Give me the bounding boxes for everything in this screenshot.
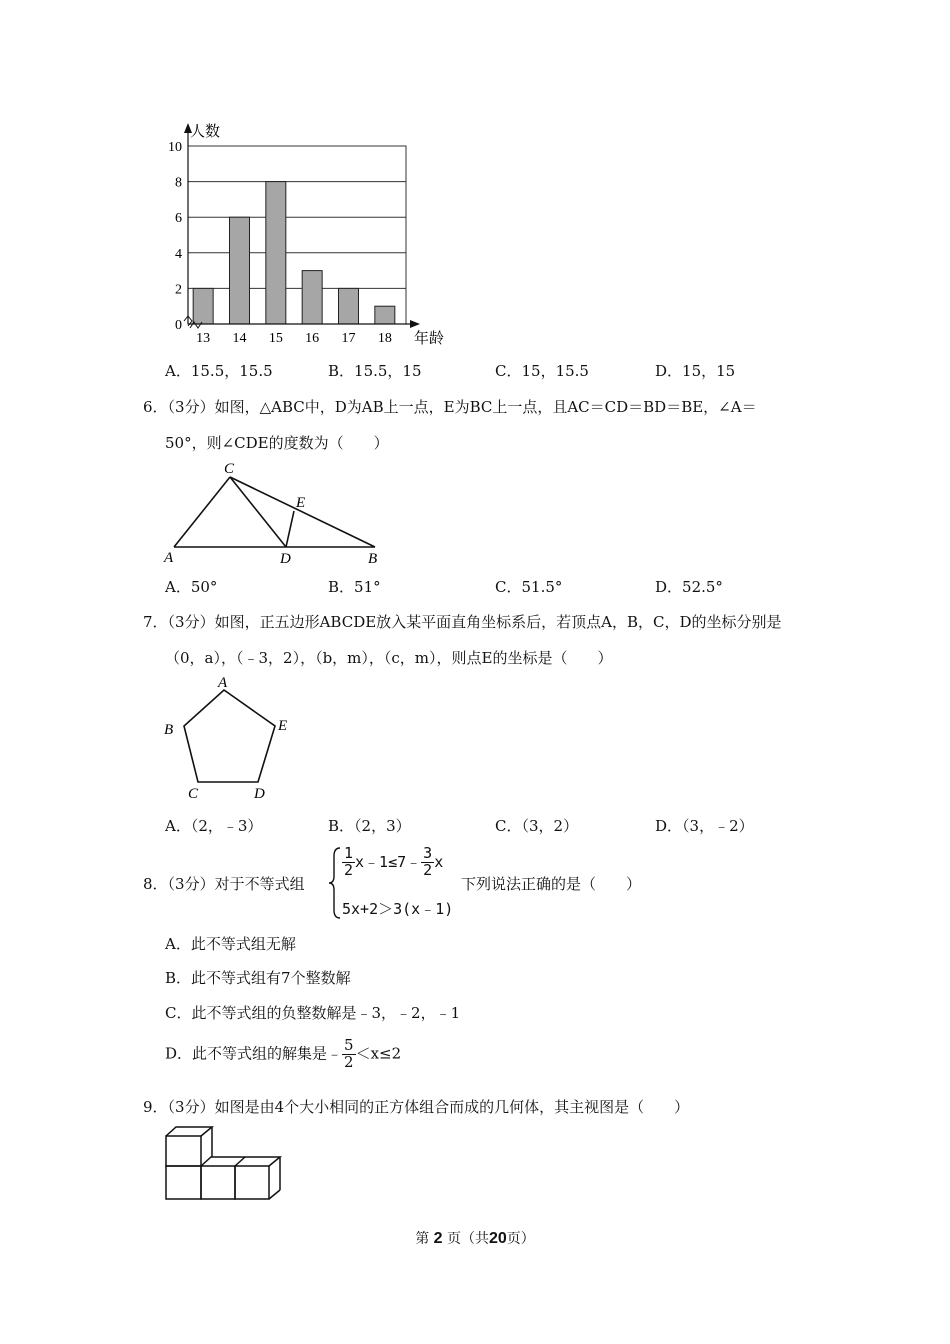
bar-16 [302, 271, 322, 324]
label-a: A [164, 550, 174, 566]
y-tick-label: 8 [175, 175, 182, 191]
inequality-1-end: x [434, 852, 444, 871]
cube-front-top [166, 1136, 201, 1166]
q6-option-d[interactable]: D．52.5° [655, 578, 723, 596]
brace-icon [328, 846, 342, 920]
q7-option-a[interactable]: A．（2，﹣3） [165, 817, 263, 835]
label-d: D [254, 786, 265, 802]
label-c: C [224, 461, 235, 477]
x-axis-arrow-icon [410, 320, 420, 328]
q8-option-c[interactable]: C．此不等式组的负整数解是﹣3，﹣2，﹣1 [165, 1004, 461, 1022]
q6-option-a[interactable]: A．50° [165, 578, 218, 596]
y-tick-label: 4 [175, 246, 182, 262]
bar-18 [375, 306, 395, 324]
bar-15 [266, 182, 286, 324]
q6-option-b[interactable]: B．51° [328, 578, 381, 596]
frac-num: 5 [344, 1036, 354, 1054]
cube-front-1 [166, 1166, 201, 1199]
pentagon-abcde [184, 690, 275, 782]
q8-option-d-suffix: ＜x≤2 [355, 1044, 402, 1063]
q8-option-d[interactable] [165, 1038, 401, 1071]
frac-num: 3 [423, 844, 433, 862]
x-tick-label: 13 [196, 331, 211, 346]
q8-option-a[interactable]: A．此不等式组无解 [165, 935, 296, 953]
label-a: A [218, 675, 228, 691]
page-number: 2 [433, 1230, 443, 1247]
cube-front-2 [201, 1166, 235, 1199]
q5-option-c[interactable]: C．15，15.5 [495, 362, 589, 380]
y-tick-label: 2 [175, 282, 182, 298]
cubes-figure [160, 1122, 290, 1204]
y-tick-label: 10 [168, 140, 182, 155]
q8-stem-suffix: 下列说法正确的是（ ） [461, 875, 642, 893]
label-d: D [280, 551, 291, 567]
plot-frame [188, 146, 406, 324]
q6-stem-line2: 50°，则∠CDE的度数为（ ） [165, 434, 389, 452]
segment-de [286, 511, 294, 547]
segment-ac [174, 477, 230, 547]
x-tick-label: 15 [268, 331, 283, 346]
q7-option-b[interactable]: B．（2，3） [328, 817, 411, 835]
segment-cd [230, 477, 286, 547]
q9-stem-line1: 9．（3分）如图是由4个大小相同的正方体组合而成的几何体，其主视图是（ ） [143, 1098, 690, 1116]
footer-pre: 第 [415, 1231, 430, 1247]
label-b: B [368, 551, 378, 567]
frac-num: 1 [344, 844, 354, 862]
x-tick-label: 17 [341, 331, 356, 346]
label-b: B [164, 722, 174, 738]
fraction-one-half [342, 846, 355, 879]
q6-option-c[interactable]: C．51.5° [495, 578, 563, 596]
frac-den: 2 [344, 1052, 354, 1071]
y-tick-label: 0 [175, 318, 182, 333]
x-tick-label: 16 [305, 331, 320, 346]
q6-stem-line1: 6．（3分）如图，△ABC中，D为AB上一点，E为BC上一点，且AC＝CD＝BD＝BE，∠A＝ [143, 398, 757, 416]
x-axis-label: 年龄 [414, 331, 445, 347]
q7-stem-line1: 7．（3分）如图，正五边形ABCDE放入某平面直角坐标系后，若顶点A，B，C，D的坐标分别是 [143, 613, 782, 631]
label-c: C [188, 786, 199, 802]
segment-cb [230, 477, 375, 547]
frac-den: 2 [344, 860, 354, 879]
q8-option-b[interactable]: B．此不等式组有7个整数解 [165, 969, 351, 987]
frac-den: 2 [423, 860, 433, 879]
q5-option-d[interactable]: D．15，15 [655, 362, 736, 380]
label-e: E [278, 718, 288, 734]
q5-option-b[interactable]: B．15.5，15 [328, 362, 422, 380]
fraction-five-halves [342, 1038, 356, 1071]
inequality-1-middle: x﹣1≤7﹣ [355, 852, 422, 871]
cube-front-3 [235, 1166, 269, 1199]
q7-stem-line2: （0，a），（﹣3，2），（b，m），（c，m），则点E的坐标是（ ） [165, 649, 613, 667]
y-tick-label: 6 [175, 211, 182, 227]
footer-post: 页） [506, 1231, 535, 1247]
bar-13 [193, 288, 213, 324]
q7-option-c[interactable]: C．（3，2） [495, 817, 579, 835]
x-tick-label: 18 [377, 331, 392, 346]
x-tick-label: 14 [232, 331, 247, 346]
q5-option-a[interactable]: A．15.5，15.5 [165, 362, 273, 380]
bar-17 [339, 288, 359, 324]
page-footer [0, 1228, 950, 1248]
q8-option-d-prefix: D．此不等式组的解集是﹣ [165, 1044, 343, 1063]
triangle-figure [160, 455, 390, 570]
inequality-line-2: 5x+2＞3(x﹣1) [342, 900, 454, 918]
bar-14 [230, 217, 250, 324]
label-e: E [296, 495, 306, 511]
q8-stem-prefix: 8．（3分）对于不等式组 [143, 875, 305, 893]
inequality-line-1 [342, 846, 443, 879]
y-axis-label: 人数 [190, 124, 221, 140]
age-bar-chart [150, 115, 460, 350]
q7-option-d[interactable]: D．（3，﹣2） [655, 817, 754, 835]
pentagon-figure [160, 672, 300, 807]
total-pages: 20 [489, 1230, 507, 1247]
footer-mid: 页（共 [447, 1231, 489, 1247]
fraction-three-halves [421, 846, 434, 879]
